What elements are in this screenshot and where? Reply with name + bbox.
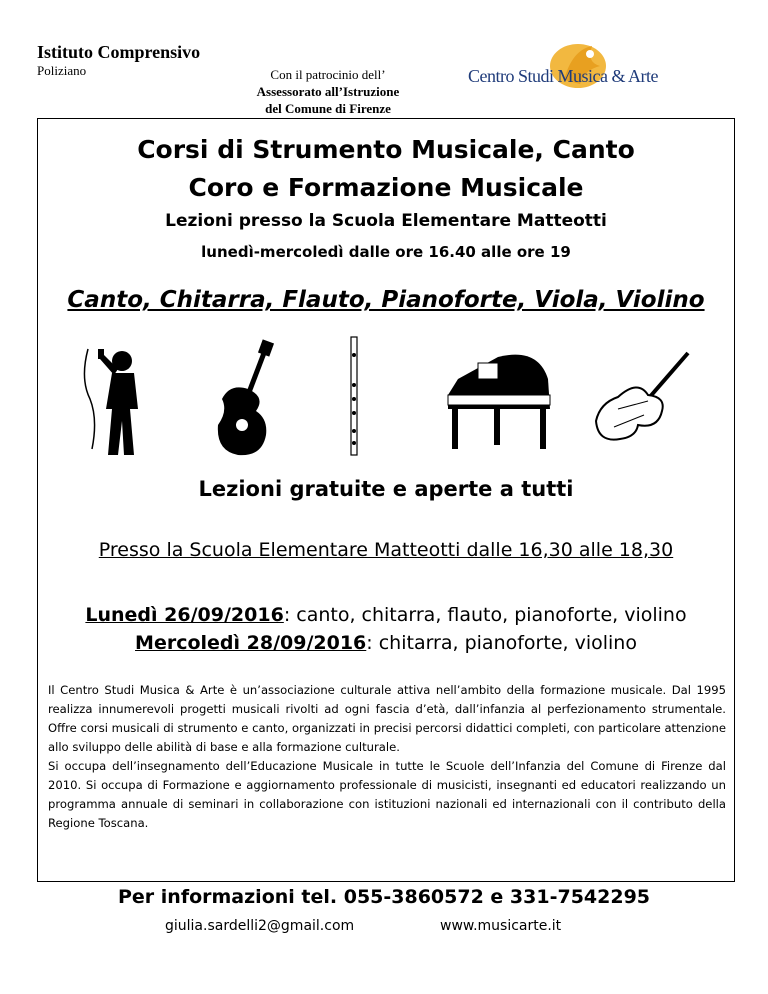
patronage-line2: Assessorato all’Istruzione [256,84,400,99]
day2-label: Mercoledì 28/09/2016 [135,632,367,654]
centro-studi-logo [468,40,700,102]
logo-text: Centro Studi Musica & Arte [468,66,658,86]
open-day-dates [38,601,734,657]
patronage-line1: Con il patrocinio dell’ [270,67,386,82]
guitar-icon [208,339,278,459]
main-panel [37,118,735,882]
day1-label: Lunedì 26/09/2016 [85,604,284,626]
instrument-list: Canto, Chitarra, Flauto, Pianoforte, Viola, Violino [67,287,705,313]
location: Lezioni presso la Scuola Elementare Matteotti [165,211,607,231]
title-line1: Corsi di Strumento Musicale, Canto [137,135,635,164]
free-lessons: Lezioni gratuite e aperte a tutti [198,477,574,501]
flute-icon [346,335,362,459]
description [48,681,726,833]
course-title [38,131,734,207]
day2 [38,629,734,657]
description-p1: Il Centro Studi Musica & Arte è un’associazione culturale attiva nell’ambito della formazione musicale. Dal 1995 realizza innumerevoli progetti musicali rivolti ad ogni fascia d’età, dall’infanzia al perfezionamento strumentale. Offre corsi musicali di strumento e canto, organizzati in precisi percorsi didattici completi, con particolare attenzione allo sviluppo delle abilità di base e alla formazione culturale. [48,683,726,754]
violin-icon [588,349,698,449]
schedule: lunedì-mercoledì dalle ore 16.40 alle ore 19 [201,243,571,261]
school-subname: Poliziano [37,63,87,78]
piano-icon [438,339,558,459]
instrument-icons [38,329,734,459]
school-header [37,42,200,80]
contact-email[interactable]: giulia.sardelli2@gmail.com [165,918,355,934]
open-days: Presso la Scuola Elementare Matteotti dalle 16,30 alle 18,30 [98,539,674,561]
school-name: Istituto Comprensivo [37,42,201,62]
day1 [38,601,734,629]
day1-text: : canto, chitarra, flauto, pianoforte, violino [283,604,687,626]
website-link[interactable]: www.musicarte.it [440,918,562,934]
patronage-line3: del Comune di Firenze [265,101,391,116]
description-p2: Si occupa dell’insegnamento dell’Educazione Musicale in tutte le Scuole dell’Infanzia del Comune di Firenze dal 2010. Si occupa di Formazione e aggiornamento professionale di musicisti, insegnanti ed educatori realizzando un programma annuale di seminari in collaborazione con istituzioni nazionali ed internazionali con il contributo della Regione Toscana. [48,759,726,830]
title-line2: Coro e Formazione Musicale [188,173,584,202]
contact-info: Per informazioni tel. 055-3860572 e 331-7542295 [117,886,651,908]
day2-text: : chitarra, pianoforte, violino [366,632,637,654]
singer-icon [78,339,158,459]
patronage [228,66,428,117]
